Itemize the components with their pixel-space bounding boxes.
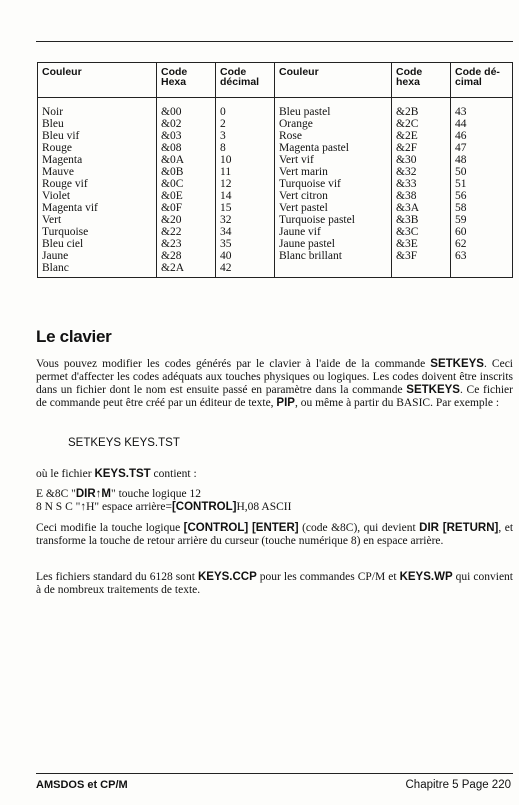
table-cell: &03: [157, 130, 216, 142]
text-span: 8 N S C ": [36, 501, 81, 513]
table-cell: &2E: [392, 130, 451, 142]
keyword-control-enter: [CONTROL] [ENTER]: [183, 522, 299, 534]
table-cell: &33: [392, 178, 451, 190]
color-codes-table: [37, 62, 513, 278]
table-cell: 3: [216, 130, 275, 142]
table-cell: [392, 98, 451, 107]
up-arrow-icon: ↑: [95, 488, 102, 500]
table-cell: Turquoise pastel: [275, 214, 392, 226]
table-cell: &0A: [157, 154, 216, 166]
up-arrow-icon: ↑: [80, 501, 87, 513]
table-cell: &2C: [392, 118, 451, 130]
table-cell: &08: [157, 142, 216, 154]
table-cell: Mauve: [38, 166, 157, 178]
table-row: [38, 202, 513, 214]
text-span: Les fichiers standard du 6128 sont: [36, 571, 198, 583]
paragraph-file: [36, 468, 513, 481]
table-cell: &3F: [392, 250, 451, 262]
table-cell: [275, 98, 392, 107]
table-row: [38, 106, 513, 118]
table-cell: &3B: [392, 214, 451, 226]
table-cell: 44: [451, 118, 513, 130]
table-cell: &23: [157, 238, 216, 250]
text-span: . Ceci permet d'affecter les codes adéquats aux touches physiques ou logiques. Les codes doivent être inscrits dans un fichier dont le nom est ensuite passé en paramètre dans la commande: [36, 358, 514, 396]
column-header: Couleur: [38, 63, 157, 98]
table-cell: Vert marin: [275, 166, 392, 178]
table-cell: 2: [216, 118, 275, 130]
text-span: " touche logique 12: [111, 488, 201, 500]
text-span: où le fichier: [36, 468, 95, 480]
table-cell: 35: [216, 238, 275, 250]
column-header: Code décimal: [216, 63, 275, 98]
table-cell: 8: [216, 142, 275, 154]
table-cell: Noir: [38, 106, 157, 118]
table-cell: 43: [451, 106, 513, 118]
keyword-dir-return: DIR [RETURN]: [419, 522, 499, 534]
footer-rule: [36, 773, 513, 774]
table-cell: Vert vif: [275, 154, 392, 166]
table-cell: 60: [451, 226, 513, 238]
column-header: Couleur: [275, 63, 392, 98]
table-cell: 0: [216, 106, 275, 118]
table-cell: [216, 98, 275, 107]
table-cell: Magenta: [38, 154, 157, 166]
table-cell: &0B: [157, 166, 216, 178]
table-row: [38, 214, 513, 226]
table-cell: Rose: [275, 130, 392, 142]
filename-keys-wp: KEYS.WP: [399, 571, 453, 583]
table-cell: Magenta vif: [38, 202, 157, 214]
table-cell: 10: [216, 154, 275, 166]
table-cell: [275, 262, 392, 278]
table-cell: Jaune vif: [275, 226, 392, 238]
text-span: contient :: [150, 468, 197, 480]
table-cell: Rouge: [38, 142, 157, 154]
table-cell: &3E: [392, 238, 451, 250]
top-rule: [36, 41, 513, 42]
table-cell: Violet: [38, 190, 157, 202]
filename-keys-ccp: KEYS.CCP: [197, 571, 257, 583]
table-spacer-row: [38, 98, 513, 107]
table-cell: 46: [451, 130, 513, 142]
text-span: , et transforme la touche de retour arrière du curseur (touche numérique 8) en espace arrière.: [36, 522, 514, 547]
command-example: SETKEYS KEYS.TST: [68, 437, 180, 449]
table-cell: Bleu ciel: [38, 238, 157, 250]
table-cell: 14: [216, 190, 275, 202]
table-cell: 11: [216, 166, 275, 178]
table-cell: 62: [451, 238, 513, 250]
keyword-dir: DIR: [75, 488, 96, 500]
table-cell: &2A: [157, 262, 216, 278]
column-header: Code dé-cimal: [451, 63, 513, 98]
text-span: , ou même à partir du BASIC. Par exemple :: [294, 397, 500, 409]
table-cell: 48: [451, 154, 513, 166]
table-row: [38, 190, 513, 202]
table-cell: [157, 98, 216, 107]
table-body: [38, 98, 513, 278]
table-cell: 12: [216, 178, 275, 190]
table-cell: 15: [216, 202, 275, 214]
table-cell: &02: [157, 118, 216, 130]
table-row: [38, 238, 513, 250]
footer-book-title: AMSDOS et CP/M: [36, 779, 128, 791]
table-cell: &3C: [392, 226, 451, 238]
text-span: pour les commandes CP/M et: [256, 571, 400, 583]
text-span: qui convient à de nombreux traitements de texte.: [36, 571, 513, 596]
table-row: [38, 226, 513, 238]
column-header: Code hexa: [392, 63, 451, 98]
table-cell: Blanc brillant: [275, 250, 392, 262]
table-cell: Vert pastel: [275, 202, 392, 214]
table-cell: &28: [157, 250, 216, 262]
table-cell: 50: [451, 166, 513, 178]
table-row: [38, 178, 513, 190]
table-row: [38, 250, 513, 262]
table-cell: &0E: [157, 190, 216, 202]
paragraph-intro: [36, 358, 513, 410]
table-cell: 47: [451, 142, 513, 154]
table-cell: 32: [216, 214, 275, 226]
table-cell: Bleu: [38, 118, 157, 130]
table-cell: 40: [216, 250, 275, 262]
text-span: . Ce fichier de commande peut être créé par un éditeur de texte,: [36, 384, 513, 409]
table-row: [38, 142, 513, 154]
table-cell: 51: [451, 178, 513, 190]
table-cell: &2F: [392, 142, 451, 154]
table-cell: Turquoise vif: [275, 178, 392, 190]
table-cell: 59: [451, 214, 513, 226]
table-cell: &38: [392, 190, 451, 202]
table-cell: [392, 262, 451, 278]
table-cell: &22: [157, 226, 216, 238]
table-cell: [451, 262, 513, 278]
filename-keys-tst: KEYS.TST: [94, 468, 151, 480]
column-header: Code Hexa: [157, 63, 216, 98]
table-cell: &30: [392, 154, 451, 166]
table-cell: Jaune pastel: [275, 238, 392, 250]
keyword-m: M: [101, 488, 111, 500]
section-title: Le clavier: [36, 327, 112, 346]
table-cell: Turquoise: [38, 226, 157, 238]
text-span: H,08 ASCII: [236, 501, 292, 513]
table-cell: Rouge vif: [38, 178, 157, 190]
keyword-pip: PIP: [276, 397, 295, 409]
table-cell: &20: [157, 214, 216, 226]
table-cell: &2B: [392, 106, 451, 118]
table-cell: Bleu vif: [38, 130, 157, 142]
keyword-setkeys: SETKEYS: [430, 358, 484, 370]
table-cell: &32: [392, 166, 451, 178]
table-row: [38, 154, 513, 166]
table-cell: [451, 98, 513, 107]
text-span: Vous pouvez modifier les codes générés par le clavier à l'aide de la commande: [36, 358, 431, 370]
table-cell: [38, 98, 157, 107]
text-span: Ceci modifie la touche logique: [36, 522, 184, 534]
table-cell: Blanc: [38, 262, 157, 278]
paragraph-explanation: [36, 522, 513, 548]
table-row: [38, 130, 513, 142]
keyword-setkeys: SETKEYS: [406, 384, 460, 396]
table-cell: &3A: [392, 202, 451, 214]
table-cell: &0C: [157, 178, 216, 190]
table-cell: &0F: [157, 202, 216, 214]
table-cell: 56: [451, 190, 513, 202]
text-span: E &8C ": [36, 488, 76, 500]
table-row: [38, 166, 513, 178]
table-cell: Bleu pastel: [275, 106, 392, 118]
file-contents: [36, 488, 513, 514]
table-cell: 42: [216, 262, 275, 278]
table-cell: 63: [451, 250, 513, 262]
table-row: [38, 118, 513, 130]
table-cell: 58: [451, 202, 513, 214]
footer-page-number: Chapitre 5 Page 220: [405, 779, 511, 791]
table-cell: 34: [216, 226, 275, 238]
table-cell: Vert: [38, 214, 157, 226]
table-cell: Vert citron: [275, 190, 392, 202]
table-cell: Magenta pastel: [275, 142, 392, 154]
text-span: H" espace arrière=: [86, 501, 172, 513]
table-cell: Orange: [275, 118, 392, 130]
table-cell: Jaune: [38, 250, 157, 262]
table-header-row: [38, 63, 513, 98]
table-row: [38, 262, 513, 278]
keyword-control: [CONTROL]: [171, 501, 237, 513]
table-cell: &00: [157, 106, 216, 118]
paragraph-standard-files: [36, 571, 513, 597]
text-span: (code &8C), qui devient: [298, 522, 420, 534]
